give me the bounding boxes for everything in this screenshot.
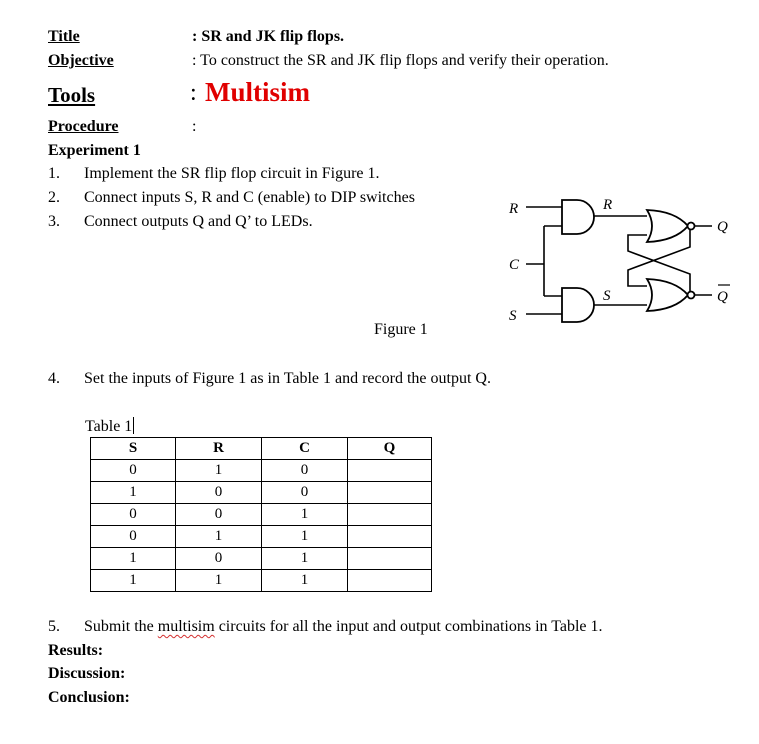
text-cursor bbox=[133, 417, 134, 434]
step-number: 2. bbox=[48, 189, 60, 206]
step-text: Implement the SR flip flop circuit in Figure 1. bbox=[84, 165, 380, 182]
cell-r: 1 bbox=[176, 460, 262, 482]
cell-s: 1 bbox=[91, 482, 176, 504]
cell-r: 1 bbox=[176, 526, 262, 548]
gate-label-r: R bbox=[603, 197, 613, 213]
discussion-heading: Discussion: bbox=[48, 665, 126, 682]
cell-c: 0 bbox=[262, 460, 348, 482]
nor-gate-bottom bbox=[647, 279, 688, 311]
cell-s: 1 bbox=[91, 548, 176, 570]
figure-caption: Figure 1 bbox=[374, 321, 428, 338]
procedure-colon: : bbox=[192, 118, 197, 135]
column-header-q: Q bbox=[348, 438, 432, 460]
output-label-q-bar: Q bbox=[717, 289, 728, 305]
column-header-r: R bbox=[176, 438, 262, 460]
step-number: 1. bbox=[48, 165, 60, 182]
table-row bbox=[91, 482, 432, 504]
table-row bbox=[91, 504, 432, 526]
cell-r: 0 bbox=[176, 548, 262, 570]
cell-c: 0 bbox=[262, 482, 348, 504]
circuit-wiring bbox=[526, 207, 712, 314]
cell-c: 1 bbox=[262, 504, 348, 526]
cell-s: 1 bbox=[91, 570, 176, 592]
spellcheck-word[interactable]: multisim bbox=[157, 618, 215, 635]
cell-q[interactable] bbox=[348, 482, 432, 504]
and-gate-bottom bbox=[562, 288, 594, 322]
cell-c: 1 bbox=[262, 570, 348, 592]
step-text: Set the inputs of Figure 1 as in Table 1 and record the output Q. bbox=[84, 370, 491, 387]
cell-s: 0 bbox=[91, 504, 176, 526]
cell-r: 1 bbox=[176, 570, 262, 592]
inverter-bubble-bottom bbox=[688, 292, 695, 299]
table-header-row bbox=[91, 438, 432, 460]
input-label-s: S bbox=[509, 308, 517, 324]
objective-label: Objective bbox=[48, 52, 114, 69]
step-text bbox=[84, 619, 603, 635]
cell-c: 1 bbox=[262, 548, 348, 570]
table-row bbox=[91, 548, 432, 570]
cell-q[interactable] bbox=[348, 548, 432, 570]
column-header-c: C bbox=[262, 438, 348, 460]
logic-gates bbox=[562, 200, 695, 322]
title-label: Title bbox=[48, 28, 80, 45]
step-number: 4. bbox=[48, 370, 60, 387]
experiment-heading: Experiment 1 bbox=[48, 142, 141, 159]
output-label-q: Q bbox=[717, 219, 728, 235]
table-caption bbox=[85, 417, 134, 435]
step-text-start: Submit the bbox=[84, 618, 158, 635]
table-row bbox=[91, 526, 432, 548]
table-1 bbox=[90, 437, 432, 592]
procedure-label: Procedure bbox=[48, 118, 119, 135]
column-header-s: S bbox=[91, 438, 176, 460]
cell-q[interactable] bbox=[348, 526, 432, 548]
tools-value: Multisim bbox=[205, 77, 310, 107]
table-row bbox=[91, 570, 432, 592]
step-number: 3. bbox=[48, 213, 60, 230]
and-gate-top bbox=[562, 200, 594, 234]
cell-s: 0 bbox=[91, 460, 176, 482]
results-heading: Results: bbox=[48, 642, 104, 659]
step-text-end: circuits for all the input and output combinations in Table 1. bbox=[214, 618, 603, 635]
cell-r: 0 bbox=[176, 482, 262, 504]
inverter-bubble-top bbox=[688, 223, 695, 230]
cell-c: 1 bbox=[262, 526, 348, 548]
cell-r: 0 bbox=[176, 504, 262, 526]
title-value: : SR and JK flip flops. bbox=[192, 28, 345, 45]
cell-s: 0 bbox=[91, 526, 176, 548]
step-text: Connect inputs S, R and C (enable) to DIP switches bbox=[84, 189, 415, 206]
cell-q[interactable] bbox=[348, 460, 432, 482]
tools-label: Tools bbox=[48, 83, 96, 107]
gate-label-s: S bbox=[603, 288, 611, 304]
table-title: Table 1 bbox=[85, 418, 133, 435]
step-text: Connect outputs Q and Q’ to LEDs. bbox=[84, 213, 313, 230]
input-label-c: C bbox=[509, 257, 520, 273]
cell-q[interactable] bbox=[348, 570, 432, 592]
conclusion-heading: Conclusion: bbox=[48, 689, 130, 706]
objective-value: : To construct the SR and JK flip flops and verify their operation. bbox=[192, 52, 609, 69]
tools-colon: : bbox=[190, 80, 197, 106]
cell-q[interactable] bbox=[348, 504, 432, 526]
input-label-r: R bbox=[509, 201, 519, 217]
table-row bbox=[91, 460, 432, 482]
nor-gate-top bbox=[647, 210, 688, 242]
step-number: 5. bbox=[48, 618, 60, 635]
